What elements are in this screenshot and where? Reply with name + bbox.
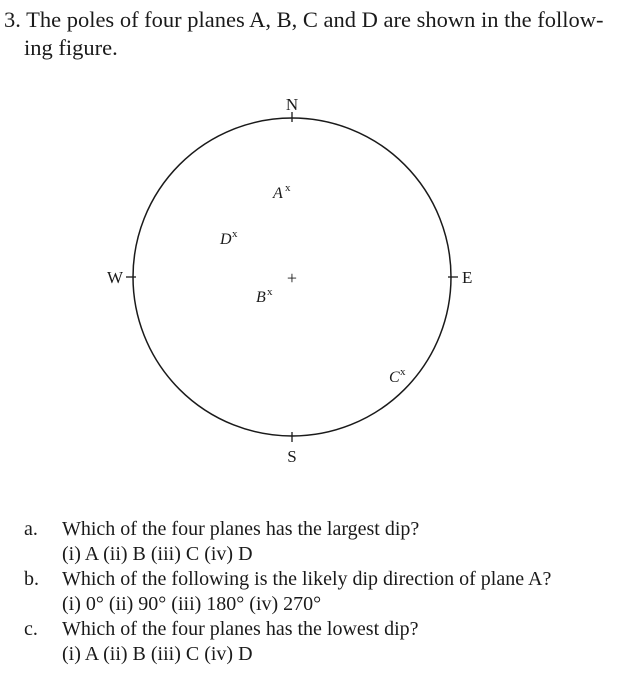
question-options: (i) A (ii) B (iii) C (iv) D: [62, 643, 253, 665]
question-options: (i) A (ii) B (iii) C (iv) D: [62, 543, 253, 565]
question-prompt: Which of the four planes has the lowest dip?: [62, 618, 419, 640]
pole-a-marker: x: [285, 182, 291, 194]
center-marker: +: [286, 268, 298, 288]
question-b: [24, 567, 624, 617]
west-label: W: [106, 268, 123, 287]
pole-d-letter: D: [220, 231, 232, 248]
pole-c: [389, 366, 406, 386]
problem-number: 3.: [4, 7, 21, 32]
pole-b-marker: x: [267, 286, 273, 298]
north-label: N: [285, 95, 299, 114]
question-letter: c.: [24, 618, 38, 640]
pole-d-marker: x: [232, 228, 238, 240]
pole-c-letter: C: [389, 369, 400, 386]
pole-a: [272, 182, 291, 202]
pole-d: [219, 228, 238, 248]
question-prompt: Which of the following is the likely dip direction of plane A?: [62, 568, 552, 590]
pole-a-letter: A: [273, 185, 283, 202]
east-label: E: [462, 268, 473, 287]
problem-text-line-1: The poles of four planes A, B, C and D are shown in the follow-: [26, 7, 604, 32]
question-prompt: Which of the four planes has the largest dip?: [62, 518, 420, 540]
question-c: [24, 617, 624, 667]
pole-b-letter: B: [256, 289, 266, 306]
question-list: [24, 517, 624, 667]
question-letter: b.: [24, 568, 39, 590]
pole-b: [256, 286, 273, 306]
question-letter: a.: [24, 518, 38, 540]
pole-c-marker: x: [400, 366, 406, 378]
problem-text-line-2: ing figure.: [24, 35, 118, 60]
question-a: [24, 517, 624, 567]
question-options: (i) 0° (ii) 90° (iii) 180° (iv) 270°: [62, 593, 322, 615]
south-label: S: [287, 447, 297, 466]
